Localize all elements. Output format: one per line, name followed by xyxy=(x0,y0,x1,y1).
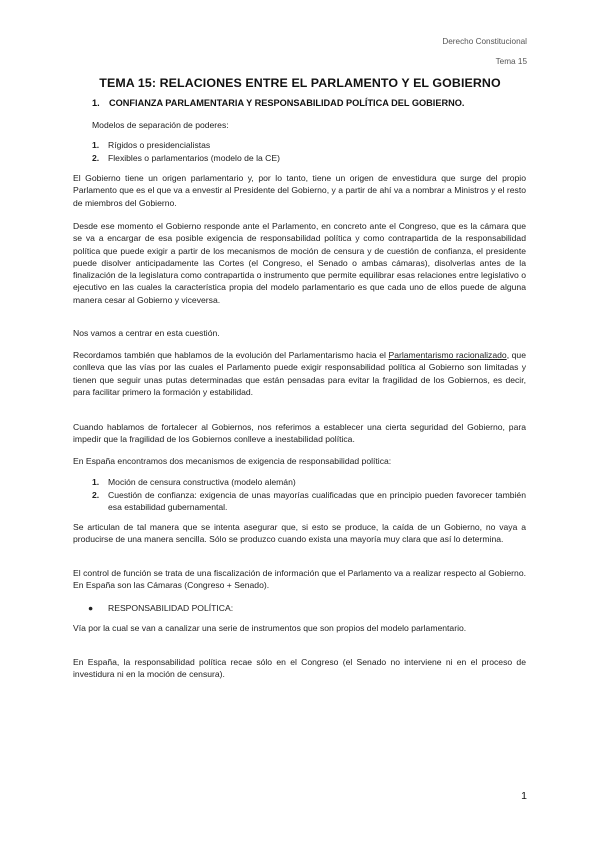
header-topic: Tema 15 xyxy=(495,57,527,66)
paragraph xyxy=(73,349,526,398)
list-text: Moción de censura constructiva (modelo alemán) xyxy=(108,477,296,487)
paragraph-part: Recordamos también que hablamos de la evolución del Parlamentarismo hacia el xyxy=(73,350,389,360)
header-subject: Derecho Constitucional xyxy=(442,37,527,46)
list-number: 1. xyxy=(92,140,100,150)
list-number: 2. xyxy=(92,490,100,500)
list-number: 2. xyxy=(92,153,100,163)
paragraph: Desde ese momento el Gobierno responde ante el Parlamento, en concreto ante el Congreso, que es la cámara que se va a encargar de esa posible exigencia de responsabilidad política y como contrapartida de la responsabilidad política que puede exigir a partir de los mecanismos de moción de censura y de cuestión de confianza, el presidente puede disolver anticipadamente las Cortes (el Congreso, el Senado o ambas cámaras), disolverlas antes de la finalización de la legislatura como contrapartida o instrumento que permite equilibrar esas relaciones entre legislativo o ejecutivo en las cuales la característica propia del modelo parlamentario es que cada uno de ellos puede de alguna manera cesar al Gobierno y viceversa. xyxy=(73,221,526,305)
paragraph: Cuando hablamos de fortalecer al Gobiernos, nos referimos a establecer una cierta seguridad del Gobierno, para impedir que la fragilidad de los Gobiernos conlleve a inestabilidad política. xyxy=(73,422,526,445)
list-text: Rígidos o presidencialistas xyxy=(108,140,211,150)
section-label: CONFIANZA PARLAMENTARIA Y RESPONSABILIDAD POLÍTICA DEL GOBIERNO. xyxy=(109,98,465,108)
list-text: Flexibles o parlamentarios (modelo de la CE) xyxy=(108,153,280,163)
paragraph: El Gobierno tiene un origen parlamentario y, por lo tanto, tiene un origen de envestidura que surge del propio Parlamento que es el que va a envestir al Presidente del Gobierno, y a partir de ahí va a nombrar a Ministros y el resto de miembros del Gobierno. xyxy=(73,173,526,208)
page-number: 1 xyxy=(521,790,527,802)
list-item xyxy=(92,489,526,514)
list-item xyxy=(92,139,526,151)
paragraph: Nos vamos a centrar en esta cuestión. xyxy=(73,328,220,338)
paragraph: Se articulan de tal manera que se intenta asegurar que, si esto se produce, la caída de un Gobierno, no vaya a producirse de una manera sencilla. Sólo se produzco cuando exista una mayoría muy clara que así lo determina. xyxy=(73,522,526,545)
list-text: Cuestión de confianza: exigencia de unas mayorías cualificadas que en principio pueden favorecer también esa estabilidad gubernamental. xyxy=(108,490,526,513)
list-item xyxy=(92,476,526,488)
underlined-term: Parlamentarismo racionalizado xyxy=(388,350,507,360)
paragraph: El control de función se trata de una fiscalización de información que el Parlamento va a realizar respecto al Gobierno. En España son las Cámaras (Congreso + Senado). xyxy=(73,568,526,591)
paragraph-part: , que conlleva que las vías por las cuales el Parlamento puede exigir responsabilidad política al Gobierno son limitadas y tienen que seguir unas putas determinadas que están pensadas para evitar la fragilidad de los Gobiernos, es decir, para facilitar primero la formación y estabilidad. xyxy=(73,350,526,397)
bullet-text: RESPONSABILIDAD POLÍTICA: xyxy=(108,603,234,613)
page-title: TEMA 15: RELACIONES ENTRE EL PARLAMENTO Y EL GOBIERNO xyxy=(99,76,501,90)
list-item xyxy=(92,152,526,164)
models-intro: Modelos de separación de poderes: xyxy=(92,120,229,130)
paragraph: Vía por la cual se van a canalizar una serie de instrumentos que son propios del modelo parlamentario. xyxy=(73,623,467,633)
paragraph: En España, la responsabilidad política recae sólo en el Congreso (el Senado no interviene ni en el proceso de investidura ni en la moción de censura). xyxy=(73,657,526,680)
bullet-icon: ● xyxy=(88,603,94,613)
section-number: 1. xyxy=(92,98,100,108)
section-heading xyxy=(92,98,464,108)
paragraph: En España encontramos dos mecanismos de exigencia de responsabilidad política: xyxy=(73,456,392,466)
list-number: 1. xyxy=(92,477,100,487)
bullet-item xyxy=(88,602,233,614)
